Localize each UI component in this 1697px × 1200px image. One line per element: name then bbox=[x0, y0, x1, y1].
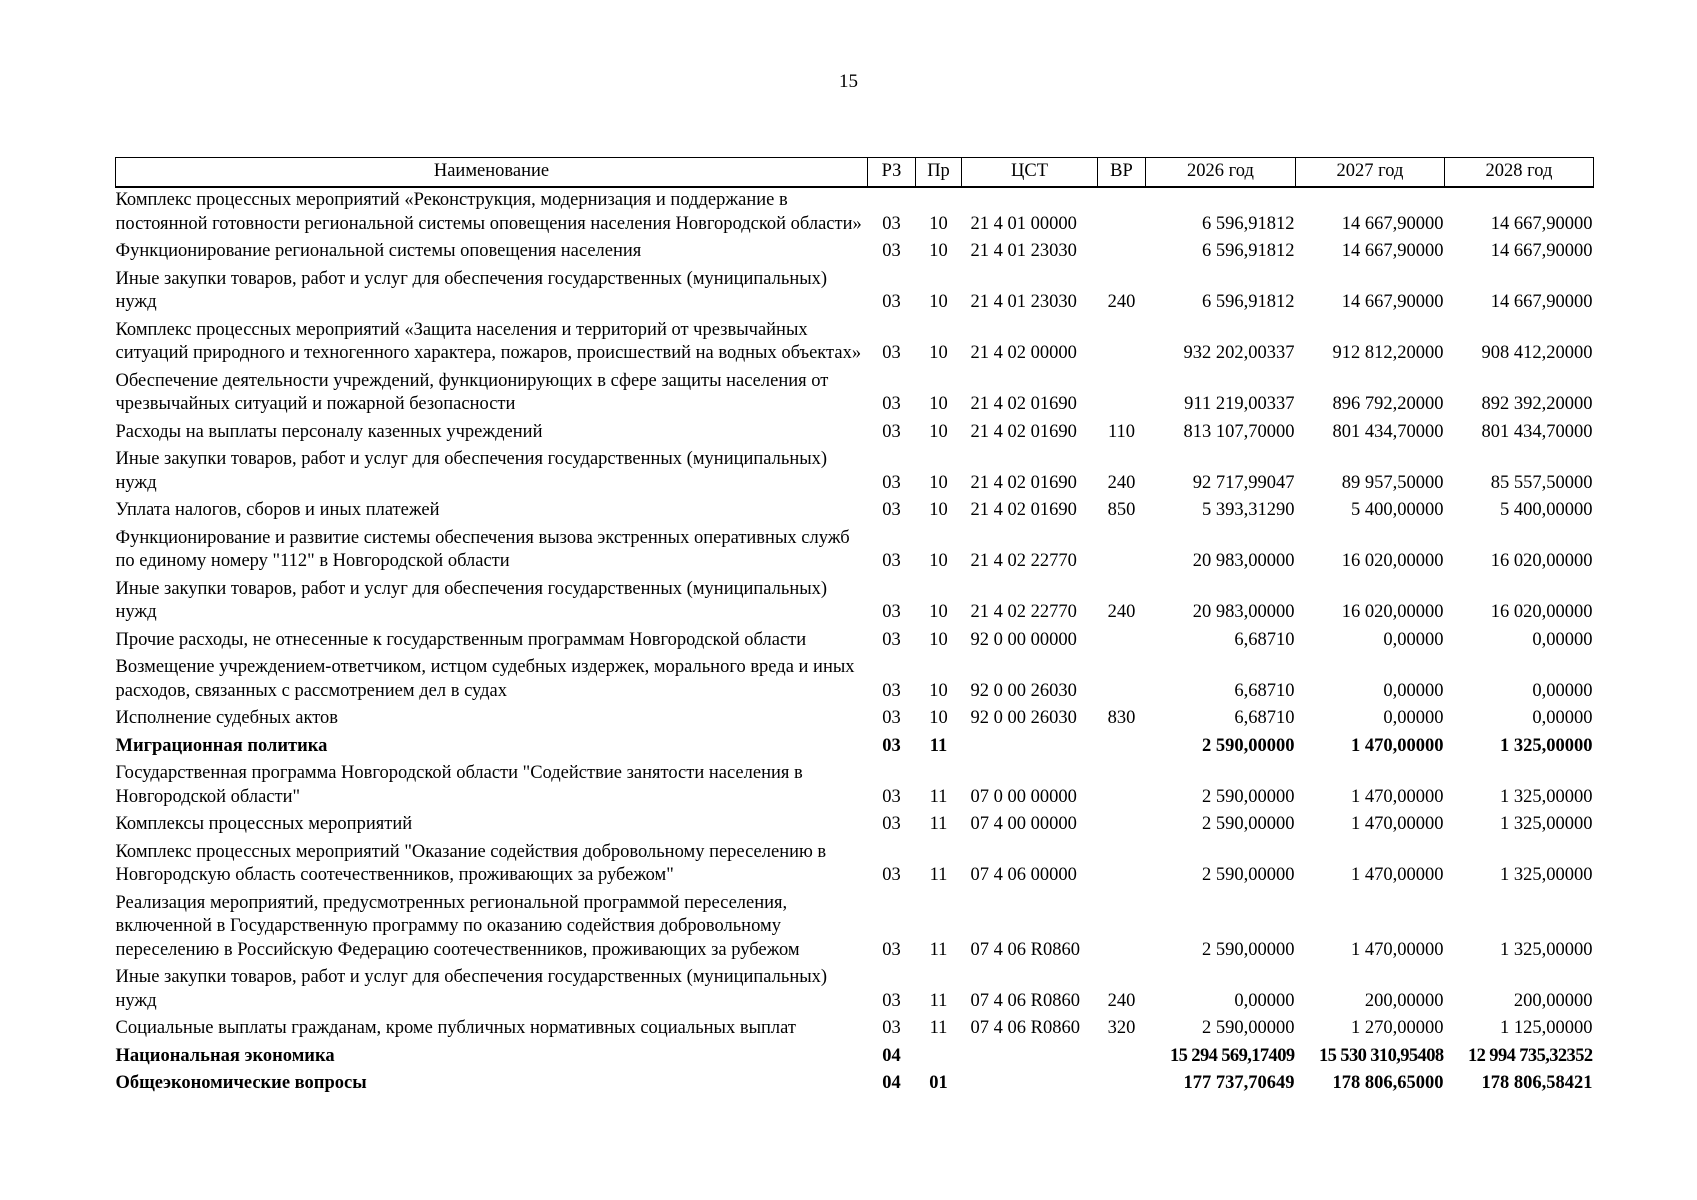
cell-pr: 10 bbox=[929, 629, 948, 650]
cell-2028: 892 392,20000 bbox=[1481, 394, 1593, 414]
cell-name: Расходы на выплаты персоналу казенных учреждений bbox=[115, 421, 543, 442]
cell-cst: 07 4 06 R0860 bbox=[970, 1018, 1080, 1038]
cell-cst bbox=[962, 1068, 1098, 1096]
cell-cst: 21 4 02 00000 bbox=[970, 343, 1077, 363]
table-row bbox=[116, 1041, 1594, 1069]
cell-2028: 16 020,00000 bbox=[1490, 551, 1593, 571]
cell-2027: 178 806,65000 bbox=[1332, 1073, 1444, 1093]
cell-2027: 89 957,50000 bbox=[1341, 472, 1444, 493]
cell-2026: 2 590,00000 bbox=[1202, 814, 1295, 834]
table-row bbox=[116, 417, 1594, 445]
cell-vr: 240 bbox=[1107, 602, 1136, 622]
cell-2028: 908 412,20000 bbox=[1481, 343, 1593, 363]
cell-cst: 07 4 06 R0860 bbox=[970, 939, 1080, 960]
cell-pr: 11 bbox=[929, 1018, 948, 1038]
table-row bbox=[116, 1068, 1594, 1096]
table-row bbox=[116, 652, 1594, 703]
header-cst: ЦСТ bbox=[962, 158, 1098, 188]
cell-cst: 21 4 02 22770 bbox=[970, 551, 1077, 571]
cell-cst: 21 4 01 00000 bbox=[970, 213, 1077, 234]
cell-2028: 1 325,00000 bbox=[1500, 865, 1593, 885]
table-row bbox=[116, 837, 1594, 888]
cell-2027: 14 667,90000 bbox=[1341, 292, 1444, 312]
cell-rz: 03 bbox=[882, 990, 901, 1011]
cell-vr bbox=[1098, 888, 1146, 963]
table-body bbox=[116, 187, 1594, 1096]
cell-pr: 10 bbox=[929, 343, 948, 363]
cell-name: Функционирование и развитие системы обеспечения вызова экстренных оперативных служб по единому номеру "112" в Новгородской области bbox=[115, 527, 850, 571]
cell-2027: 1 470,00000 bbox=[1351, 865, 1444, 885]
table-row bbox=[116, 444, 1594, 495]
cell-pr: 10 bbox=[929, 680, 948, 701]
cell-name: Иные закупки товаров, работ и услуг для обеспечения государственных (муниципальных) нужд bbox=[115, 967, 828, 1011]
page-number: 15 bbox=[839, 71, 858, 92]
cell-2027: 14 667,90000 bbox=[1341, 241, 1444, 261]
cell-cst: 07 4 06 00000 bbox=[970, 865, 1077, 885]
cell-pr: 10 bbox=[929, 213, 948, 234]
cell-cst: 07 4 06 R0860 bbox=[970, 990, 1080, 1011]
table-row bbox=[116, 625, 1594, 653]
cell-name: Функционирование региональной системы оповещения населения bbox=[115, 241, 642, 261]
cell-pr: 11 bbox=[929, 735, 948, 756]
cell-2028: 178 806,58421 bbox=[1481, 1073, 1593, 1093]
cell-2028: 16 020,00000 bbox=[1490, 602, 1593, 622]
cell-vr: 240 bbox=[1107, 990, 1136, 1011]
cell-cst: 21 4 02 22770 bbox=[970, 602, 1077, 622]
cell-vr: 110 bbox=[1107, 421, 1136, 442]
cell-rz: 03 bbox=[882, 865, 901, 885]
cell-rz: 03 bbox=[882, 1018, 901, 1038]
cell-name: Иные закупки товаров, работ и услуг для обеспечения государственных (муниципальных) нужд bbox=[115, 268, 828, 312]
cell-2028: 0,00000 bbox=[1532, 708, 1593, 728]
cell-pr: 10 bbox=[929, 421, 948, 442]
header-pr: Пр bbox=[916, 158, 962, 188]
cell-vr bbox=[1098, 523, 1146, 574]
cell-vr bbox=[1098, 236, 1146, 264]
cell-rz: 03 bbox=[882, 241, 901, 261]
cell-2028: 0,00000 bbox=[1532, 680, 1593, 701]
cell-rz: 03 bbox=[882, 292, 901, 312]
cell-vr bbox=[1098, 652, 1146, 703]
cell-vr bbox=[1098, 625, 1146, 653]
cell-rz: 03 bbox=[882, 472, 901, 493]
cell-2026: 5 393,31290 bbox=[1202, 500, 1295, 520]
cell-rz: 03 bbox=[882, 939, 901, 960]
cell-rz: 03 bbox=[882, 680, 901, 701]
cell-2026: 6 596,91812 bbox=[1202, 213, 1295, 234]
cell-2028: 1 325,00000 bbox=[1500, 735, 1593, 756]
cell-2028: 1 325,00000 bbox=[1500, 939, 1593, 960]
cell-name: Комплекс процессных мероприятий «Реконструкция, модернизация и поддержание в постоянной готовности региональной системы оповещения населения Новгородской области» bbox=[115, 190, 862, 234]
cell-2027: 1 270,00000 bbox=[1351, 1018, 1444, 1038]
header-2028: 2028 год bbox=[1445, 158, 1594, 188]
table-row bbox=[116, 758, 1594, 809]
cell-pr: 11 bbox=[929, 865, 948, 885]
table-row bbox=[116, 962, 1594, 1013]
cell-cst: 21 4 02 01690 bbox=[970, 472, 1077, 493]
cell-2027: 0,00000 bbox=[1383, 680, 1444, 701]
cell-rz: 03 bbox=[882, 551, 901, 571]
cell-2028: 85 557,50000 bbox=[1490, 472, 1593, 493]
cell-rz: 03 bbox=[882, 629, 901, 650]
cell-pr: 10 bbox=[929, 472, 948, 493]
cell-vr bbox=[1098, 366, 1146, 417]
cell-vr: 830 bbox=[1107, 708, 1136, 728]
cell-pr: 10 bbox=[929, 551, 948, 571]
cell-rz: 03 bbox=[882, 343, 901, 363]
cell-name: Миграционная политика bbox=[115, 735, 328, 756]
table-row bbox=[116, 731, 1594, 759]
cell-pr bbox=[916, 1041, 962, 1069]
cell-rz: 03 bbox=[882, 708, 901, 728]
cell-2027: 1 470,00000 bbox=[1351, 814, 1444, 834]
cell-vr bbox=[1098, 187, 1146, 236]
table-row bbox=[116, 809, 1594, 837]
cell-pr: 10 bbox=[929, 602, 948, 622]
cell-vr: 240 bbox=[1107, 472, 1136, 493]
cell-2026: 911 219,00337 bbox=[1184, 394, 1295, 414]
cell-vr: 240 bbox=[1107, 292, 1136, 312]
cell-2026: 2 590,00000 bbox=[1202, 735, 1295, 756]
cell-cst: 07 4 00 00000 bbox=[970, 814, 1077, 834]
header-vr: ВР bbox=[1098, 158, 1146, 188]
cell-2026: 2 590,00000 bbox=[1202, 1018, 1295, 1038]
table-row bbox=[116, 366, 1594, 417]
cell-vr: 320 bbox=[1107, 1018, 1136, 1038]
cell-2027: 0,00000 bbox=[1383, 629, 1444, 650]
header-name: Наименование bbox=[116, 158, 868, 188]
cell-pr: 01 bbox=[929, 1073, 948, 1093]
cell-vr bbox=[1098, 837, 1146, 888]
cell-2028: 14 667,90000 bbox=[1490, 213, 1593, 234]
table-row bbox=[116, 574, 1594, 625]
cell-cst: 92 0 00 26030 bbox=[970, 708, 1077, 728]
cell-pr: 11 bbox=[929, 814, 948, 834]
cell-2026: 6 596,91812 bbox=[1202, 241, 1295, 261]
cell-name: Исполнение судебных актов bbox=[115, 708, 339, 728]
cell-name: Национальная экономика bbox=[115, 1045, 335, 1066]
cell-2026: 6,68710 bbox=[1234, 680, 1295, 701]
cell-2026: 6,68710 bbox=[1234, 708, 1295, 728]
cell-2026: 2 590,00000 bbox=[1202, 786, 1295, 807]
cell-2027: 1 470,00000 bbox=[1351, 939, 1444, 960]
cell-name: Иные закупки товаров, работ и услуг для обеспечения государственных (муниципальных) нужд bbox=[115, 449, 828, 493]
cell-vr bbox=[1098, 1068, 1146, 1096]
cell-rz: 04 bbox=[882, 1073, 901, 1093]
cell-2028: 801 434,70000 bbox=[1481, 421, 1593, 442]
cell-2028: 1 325,00000 bbox=[1500, 786, 1593, 807]
cell-pr: 10 bbox=[929, 394, 948, 414]
cell-2027: 16 020,00000 bbox=[1341, 602, 1444, 622]
table-row bbox=[116, 236, 1594, 264]
cell-2027: 15 530 310,95408 bbox=[1318, 1045, 1444, 1066]
cell-cst bbox=[962, 1041, 1098, 1069]
cell-rz: 03 bbox=[882, 421, 901, 442]
cell-vr bbox=[1098, 758, 1146, 809]
header-2026: 2026 год bbox=[1146, 158, 1296, 188]
cell-name: Реализация мероприятий, предусмотренных региональной программой переселения, включенной в Государственную программу по оказанию содействия добровольному переселению в Российскую Федерацию соотечественников, проживающих за рубежом bbox=[115, 892, 800, 960]
cell-rz: 03 bbox=[882, 735, 901, 756]
cell-vr bbox=[1098, 809, 1146, 837]
budget-table bbox=[115, 157, 1594, 1096]
cell-2028: 0,00000 bbox=[1532, 629, 1593, 650]
cell-2026: 6,68710 bbox=[1234, 629, 1295, 650]
cell-cst: 21 4 02 01690 bbox=[970, 394, 1077, 414]
cell-2027: 200,00000 bbox=[1364, 990, 1444, 1011]
cell-cst: 21 4 01 23030 bbox=[970, 241, 1077, 261]
cell-2028: 5 400,00000 bbox=[1500, 500, 1593, 520]
cell-name: Обеспечение деятельности учреждений, функционирующих в сфере защиты населения от чрезвычайных ситуаций и пожарной безопасности bbox=[115, 370, 829, 414]
cell-2026: 15 294 569,17409 bbox=[1169, 1045, 1295, 1066]
cell-rz: 03 bbox=[882, 814, 901, 834]
cell-cst: 21 4 02 01690 bbox=[970, 421, 1077, 442]
cell-rz: 03 bbox=[882, 602, 901, 622]
cell-cst: 21 4 01 23030 bbox=[970, 292, 1077, 312]
table-row bbox=[116, 315, 1594, 366]
cell-rz: 03 bbox=[882, 500, 901, 520]
table-row bbox=[116, 495, 1594, 523]
cell-name: Комплекс процессных мероприятий "Оказание содействия добровольному переселению в Новгородскую область соотечественников, проживающих за рубежом" bbox=[115, 841, 827, 885]
cell-name: Иные закупки товаров, работ и услуг для обеспечения государственных (муниципальных) нужд bbox=[115, 578, 828, 622]
table-row bbox=[116, 703, 1594, 731]
cell-pr: 11 bbox=[929, 990, 948, 1011]
cell-name: Общеэкономические вопросы bbox=[115, 1073, 367, 1093]
cell-2026: 2 590,00000 bbox=[1202, 865, 1295, 885]
cell-cst: 92 0 00 26030 bbox=[970, 680, 1077, 701]
cell-name: Возмещение учреждением-ответчиком, истцом судебных издержек, морального вреда и иных расходов, связанных с рассмотрением дел в судах bbox=[115, 657, 855, 701]
cell-name: Комплекс процессных мероприятий «Защита населения и территорий от чрезвычайных ситуаций природного и техногенного характера, пожаров, происшествий на водных объектах» bbox=[115, 319, 862, 363]
header-rz: РЗ bbox=[868, 158, 916, 188]
cell-name: Государственная программа Новгородской области "Содействие занятости населения в Новгородской области" bbox=[115, 763, 803, 807]
cell-cst: 92 0 00 00000 bbox=[970, 629, 1077, 650]
cell-vr: 850 bbox=[1107, 500, 1136, 520]
cell-2026: 932 202,00337 bbox=[1183, 343, 1295, 363]
cell-rz: 03 bbox=[882, 394, 901, 414]
cell-2027: 0,00000 bbox=[1383, 708, 1444, 728]
table-row bbox=[116, 888, 1594, 963]
cell-cst bbox=[962, 731, 1098, 759]
cell-pr: 10 bbox=[929, 708, 948, 728]
cell-pr: 10 bbox=[929, 241, 948, 261]
cell-2026: 92 717,99047 bbox=[1192, 472, 1295, 493]
cell-2027: 1 470,00000 bbox=[1351, 786, 1444, 807]
cell-rz: 03 bbox=[882, 213, 901, 234]
table-row bbox=[116, 1013, 1594, 1041]
cell-2026: 813 107,70000 bbox=[1183, 421, 1295, 442]
cell-vr bbox=[1098, 315, 1146, 366]
cell-pr: 11 bbox=[929, 786, 948, 807]
cell-2026: 177 737,70649 bbox=[1183, 1073, 1295, 1093]
cell-2026: 6 596,91812 bbox=[1202, 292, 1295, 312]
cell-2028: 1 325,00000 bbox=[1500, 814, 1593, 834]
cell-2027: 912 812,20000 bbox=[1332, 343, 1444, 363]
cell-pr: 10 bbox=[929, 500, 948, 520]
cell-cst: 21 4 02 01690 bbox=[970, 500, 1077, 520]
cell-vr bbox=[1098, 1041, 1146, 1069]
cell-2027: 14 667,90000 bbox=[1341, 213, 1444, 234]
cell-2026: 20 983,00000 bbox=[1192, 602, 1295, 622]
cell-2026: 20 983,00000 bbox=[1192, 551, 1295, 571]
cell-name: Уплата налогов, сборов и иных платежей bbox=[115, 500, 440, 520]
cell-rz: 04 bbox=[882, 1045, 901, 1066]
cell-2028: 1 125,00000 bbox=[1500, 1018, 1593, 1038]
cell-2027: 801 434,70000 bbox=[1332, 421, 1444, 442]
cell-cst: 07 0 00 00000 bbox=[970, 786, 1077, 807]
cell-name: Социальные выплаты гражданам, кроме публичных нормативных социальных выплат bbox=[115, 1018, 796, 1038]
table-row bbox=[116, 523, 1594, 574]
cell-2027: 5 400,00000 bbox=[1351, 500, 1444, 520]
table-row bbox=[116, 264, 1594, 315]
header-2027: 2027 год bbox=[1296, 158, 1445, 188]
cell-2026: 2 590,00000 bbox=[1202, 939, 1295, 960]
cell-pr: 11 bbox=[929, 939, 948, 960]
cell-2028: 12 994 735,32352 bbox=[1467, 1045, 1593, 1066]
cell-name: Комплексы процессных мероприятий bbox=[115, 814, 413, 834]
table-row bbox=[116, 187, 1594, 236]
cell-vr bbox=[1098, 731, 1146, 759]
cell-2027: 896 792,20000 bbox=[1332, 394, 1444, 414]
cell-name: Прочие расходы, не отнесенные к государственным программам Новгородской области bbox=[115, 629, 807, 650]
cell-2028: 200,00000 bbox=[1513, 990, 1593, 1011]
cell-2027: 1 470,00000 bbox=[1351, 735, 1444, 756]
cell-2027: 16 020,00000 bbox=[1341, 551, 1444, 571]
cell-pr: 10 bbox=[929, 292, 948, 312]
cell-2028: 14 667,90000 bbox=[1490, 241, 1593, 261]
cell-rz: 03 bbox=[882, 786, 901, 807]
cell-2026: 0,00000 bbox=[1234, 990, 1295, 1011]
cell-2028: 14 667,90000 bbox=[1490, 292, 1593, 312]
table-header-row bbox=[116, 158, 1594, 188]
